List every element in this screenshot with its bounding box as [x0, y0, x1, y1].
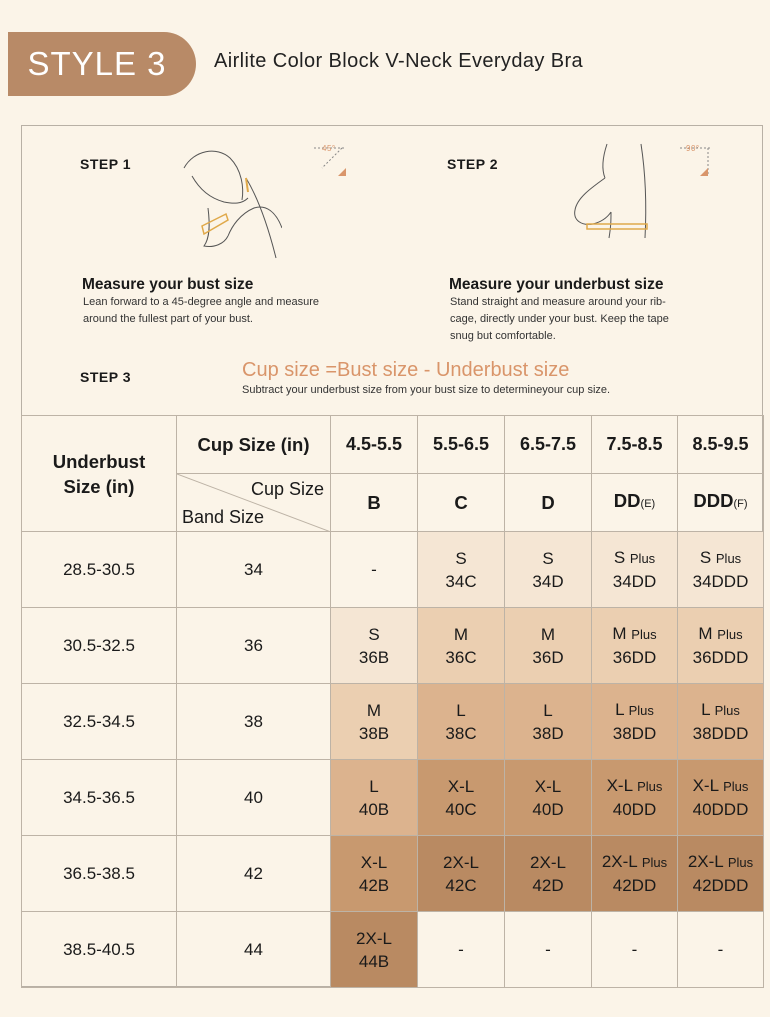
size-label: -: [545, 940, 551, 959]
underbust-range: 34.5-36.5: [22, 760, 177, 836]
step1-label: STEP 1: [80, 156, 131, 172]
size-cell: [592, 836, 678, 912]
size-cell: [678, 684, 764, 760]
size-cell: [418, 684, 505, 760]
size-cell: [592, 532, 678, 608]
plus-label: Plus: [631, 627, 657, 642]
bra-size-code: 38DD: [612, 724, 657, 743]
bra-size-code: 38C: [445, 723, 477, 743]
band-size: 34: [177, 532, 331, 608]
size-label: L: [456, 700, 466, 720]
size-label: 2X-L: [356, 928, 392, 948]
step2-description: Stand straight and measure around your rib- cage, directly under your bust. Keep the tape snug but comfortable.: [450, 296, 669, 342]
size-cell: [331, 836, 418, 912]
bra-size-code: 36B: [358, 647, 390, 667]
size-cell: [678, 760, 764, 836]
bra-size-code: 42D: [532, 875, 564, 895]
cup-letter: D: [505, 474, 592, 532]
plus-label: Plus: [637, 779, 663, 794]
bra-size-code: 40C: [445, 799, 477, 819]
size-label: 2X-L: [530, 852, 566, 872]
cup-range: 4.5-5.5: [331, 416, 418, 474]
size-label: S: [613, 548, 626, 567]
cup-range: 8.5-9.5: [678, 416, 764, 474]
size-cell: [592, 760, 678, 836]
size-cell: [331, 912, 418, 988]
size-label: L: [701, 700, 710, 719]
underbust-range: 38.5-40.5: [22, 912, 177, 988]
size-label: 2X-L: [443, 852, 479, 872]
size-label: M: [366, 700, 382, 720]
band-size: 44: [177, 912, 331, 988]
plus-label: Plus: [727, 855, 754, 870]
size-label: M: [612, 624, 627, 643]
size-cell: [505, 836, 592, 912]
product-title: Airlite Color Block V-Neck Everyday Bra: [214, 50, 584, 72]
cup-letter: DDD(F): [678, 474, 764, 532]
underbust-range: 36.5-38.5: [22, 836, 177, 912]
angle-45-label: 45°: [322, 144, 336, 153]
size-cell: [592, 684, 678, 760]
bra-size-code: 40D: [532, 799, 564, 819]
step3-label: STEP 3: [80, 369, 131, 385]
size-label: 2X-L: [687, 852, 724, 871]
bra-size-code: 42DD: [612, 876, 657, 895]
bra-size-code: 38DDD: [692, 724, 749, 743]
plus-label: Plus: [723, 779, 749, 794]
size-label: -: [371, 560, 377, 579]
cup-range: 6.5-7.5: [505, 416, 592, 474]
size-label: L: [543, 700, 553, 720]
size-label: X-L: [360, 852, 388, 872]
size-cell: [331, 608, 418, 684]
bra-size-code: 40B: [358, 799, 390, 819]
bra-size-code: 44B: [358, 951, 390, 971]
diag-band-label: Band Size: [182, 507, 265, 527]
step2-title: Measure your underbust size: [449, 276, 664, 293]
table-row: [22, 608, 764, 684]
band-size: 38: [177, 684, 331, 760]
size-label: S: [368, 624, 380, 644]
cup-letter: B: [331, 474, 418, 532]
size-label: L: [369, 776, 379, 796]
size-label: S: [699, 548, 712, 567]
size-label: -: [717, 940, 724, 959]
bra-size-code: 40DD: [612, 800, 657, 819]
plus-label: Plus: [715, 551, 742, 566]
table-row: [22, 684, 764, 760]
plus-label: Plus: [641, 855, 668, 870]
bra-size-code: 36DDD: [692, 648, 749, 667]
table-row: [22, 760, 764, 836]
bra-size-code: 42C: [445, 875, 477, 895]
size-label: -: [631, 940, 638, 959]
underbust-range: 28.5-30.5: [22, 532, 177, 608]
size-label: X-L: [692, 776, 719, 795]
plus-label: Plus: [717, 627, 743, 642]
bra-size-code: 36DD: [612, 648, 657, 667]
style-badge: STYLE 3: [8, 32, 196, 96]
bra-size-code: 34D: [532, 571, 564, 591]
size-cell: [418, 608, 505, 684]
step1-title: Measure your bust size: [82, 276, 254, 293]
bra-size-code: 42B: [358, 875, 390, 895]
underbust-measure-illustration: [567, 140, 667, 240]
size-chart-table: [21, 415, 764, 988]
plus-label: Plus: [714, 703, 740, 718]
cup-range: 7.5-8.5: [592, 416, 678, 474]
bra-size-code: 42DDD: [692, 876, 749, 895]
bra-size-code: 40DDD: [692, 800, 749, 819]
band-size: 40: [177, 760, 331, 836]
diag-cup-label: Cup Size: [250, 479, 324, 499]
size-cell: [678, 836, 764, 912]
bust-measure-illustration: [172, 138, 282, 268]
table-row: [22, 912, 764, 988]
cup-size-header: Cup Size (in): [177, 416, 331, 474]
size-guide-panel: [21, 125, 763, 987]
table-row: [22, 532, 764, 608]
band-size: 36: [177, 608, 331, 684]
angle-90-label: 90°: [686, 144, 700, 153]
size-label: L: [615, 700, 624, 719]
size-label: M: [540, 624, 556, 644]
size-label: M: [453, 624, 469, 644]
bra-size-code: 38B: [358, 723, 390, 743]
size-label: S: [542, 548, 554, 568]
cup-size-formula: Cup size =Bust size - Underbust size: [242, 359, 570, 381]
underbust-range: 30.5-32.5: [22, 608, 177, 684]
step2-label: STEP 2: [447, 156, 498, 172]
size-cell: [418, 912, 505, 988]
size-cell: [592, 608, 678, 684]
size-cell: [505, 760, 592, 836]
size-cell: [592, 912, 678, 988]
size-cell: [505, 684, 592, 760]
bra-size-code: 34DDD: [692, 572, 749, 591]
cup-letter: DD(E): [592, 474, 678, 532]
cup-range: 5.5-6.5: [418, 416, 505, 474]
cup-band-diagonal-header: [177, 474, 331, 532]
bra-size-code: 36C: [445, 647, 477, 667]
underbust-range: 32.5-34.5: [22, 684, 177, 760]
bra-size-code: 34DD: [612, 572, 657, 591]
plus-label: Plus: [628, 703, 654, 718]
formula-description: Subtract your underbust size from your bust size to determineyour cup size.: [242, 384, 611, 396]
size-cell: [418, 760, 505, 836]
size-cell: [418, 836, 505, 912]
size-cell: [505, 532, 592, 608]
size-label: X-L: [534, 776, 562, 796]
size-cell: [331, 532, 418, 608]
size-cell: [505, 912, 592, 988]
size-label: X-L: [447, 776, 475, 796]
underbust-header: Underbust Size (in): [22, 416, 177, 532]
size-label: M: [698, 624, 713, 643]
size-label: 2X-L: [601, 852, 638, 871]
size-label: -: [458, 940, 464, 959]
size-cell: [678, 912, 764, 988]
size-cell: [505, 608, 592, 684]
size-cell: [331, 684, 418, 760]
size-cell: [418, 532, 505, 608]
size-cell: [678, 608, 764, 684]
table-row: [22, 836, 764, 912]
cup-letter: C: [418, 474, 505, 532]
size-label: S: [455, 548, 467, 568]
bra-size-code: 36D: [532, 647, 564, 667]
plus-label: Plus: [629, 551, 656, 566]
size-cell: [678, 532, 764, 608]
bra-size-code: 34C: [445, 571, 477, 591]
band-size: 42: [177, 836, 331, 912]
size-cell: [331, 760, 418, 836]
bra-size-code: 38D: [532, 723, 564, 743]
step1-description: Lean forward to a 45-degree angle and measure around the fullest part of your bust.: [83, 296, 320, 325]
size-label: X-L: [606, 776, 633, 795]
